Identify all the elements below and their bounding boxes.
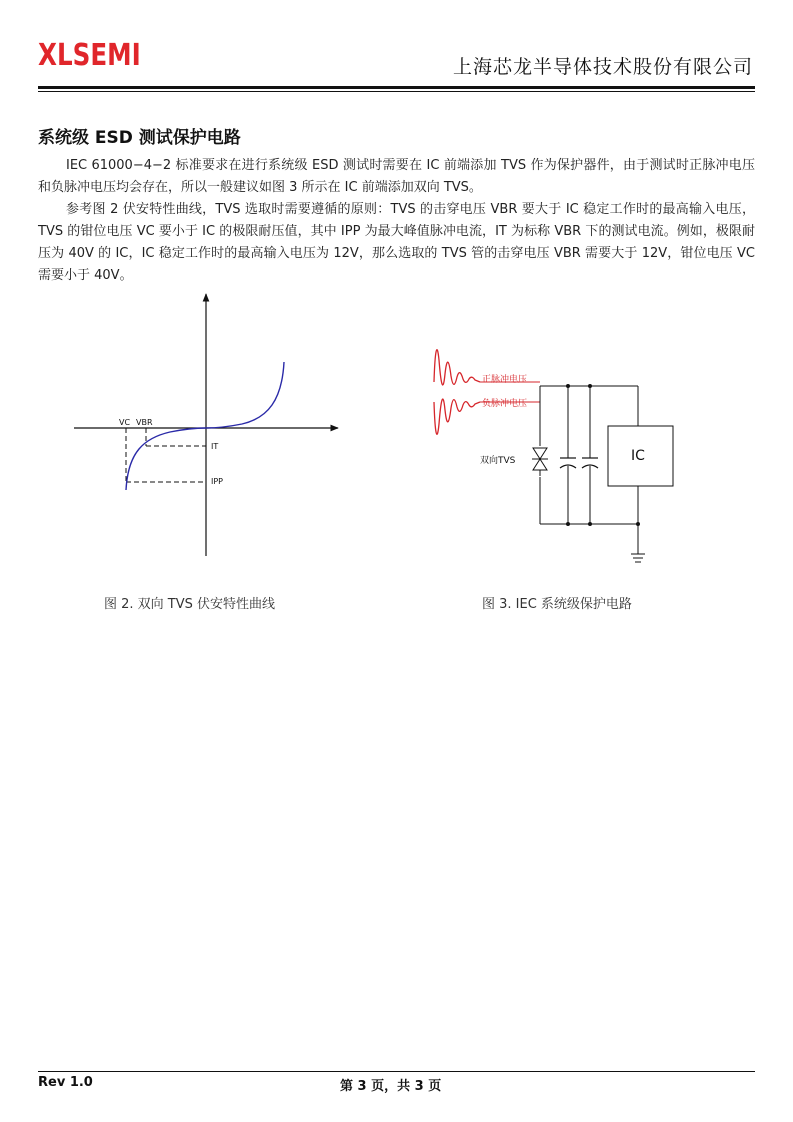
tvs-symbol <box>532 440 548 477</box>
label-it: IT <box>211 442 219 451</box>
label-tvs: 双向TVS <box>480 456 516 466</box>
label-positive-pulse: 正脉冲电压 <box>482 375 528 385</box>
section-title: 系统级 ESD 测试保护电路 <box>38 128 241 148</box>
positive-pulse <box>434 350 480 385</box>
figure-3-caption: 图 3. IEC 系统级保护电路 <box>482 597 632 612</box>
label-negative-pulse: 负脉冲电压 <box>482 399 528 409</box>
company-logo: XLSEMI <box>38 38 141 73</box>
label-vbr: VBR <box>136 418 153 427</box>
header-rule-thin <box>38 91 755 92</box>
company-name: 上海芯龙半导体技术股份有限公司 <box>452 56 753 78</box>
figure-2-caption: 图 2. 双向 TVS 伏安特性曲线 <box>104 597 276 612</box>
page-number: 第 3 页，共 3 页 <box>340 1079 442 1094</box>
revision: Rev 1.0 <box>38 1075 93 1090</box>
body-text <box>38 155 755 287</box>
header-rule <box>38 86 755 89</box>
label-vc: VC <box>119 418 131 427</box>
paragraph-2: 参考图 2 伏安特性曲线，TVS 选取时需要遵循的原则：TVS 的击穿电压 VBR 要大于 IC 稳定工作时的最高输入电压，TVS 的钳位电压 VC 要小于 IC 的极限耐压值，其中 IPP 为最大峰值脉冲电流，IT 为标称 VBR 下的测试电流。例如，极限耐压为 40V 的 IC，IC 稳定工作时的最高输入电压为 12V，那么选取的 TVS 管的击穿电压 VBR 需要大于 12V，钳位电压 VC 需要小于 40V。 <box>38 202 755 283</box>
label-ic: IC <box>631 448 645 464</box>
figure-2-vi-curve <box>70 290 350 565</box>
negative-pulse <box>434 399 480 434</box>
footer-rule <box>38 1071 755 1072</box>
ground-icon <box>631 554 645 562</box>
paragraph-1: IEC 61000−4−2 标准要求在进行系统级 ESD 测试时需要在 IC 前端添加 TVS 作为保护器件，由于测试时正脉冲电压和负脉冲电压均会存在，所以一般建议如图 3 所示在 IC 前端添加双向 TVS。 <box>38 158 755 195</box>
label-ipp: IPP <box>211 477 224 486</box>
figure-3-protection-circuit <box>420 330 690 570</box>
